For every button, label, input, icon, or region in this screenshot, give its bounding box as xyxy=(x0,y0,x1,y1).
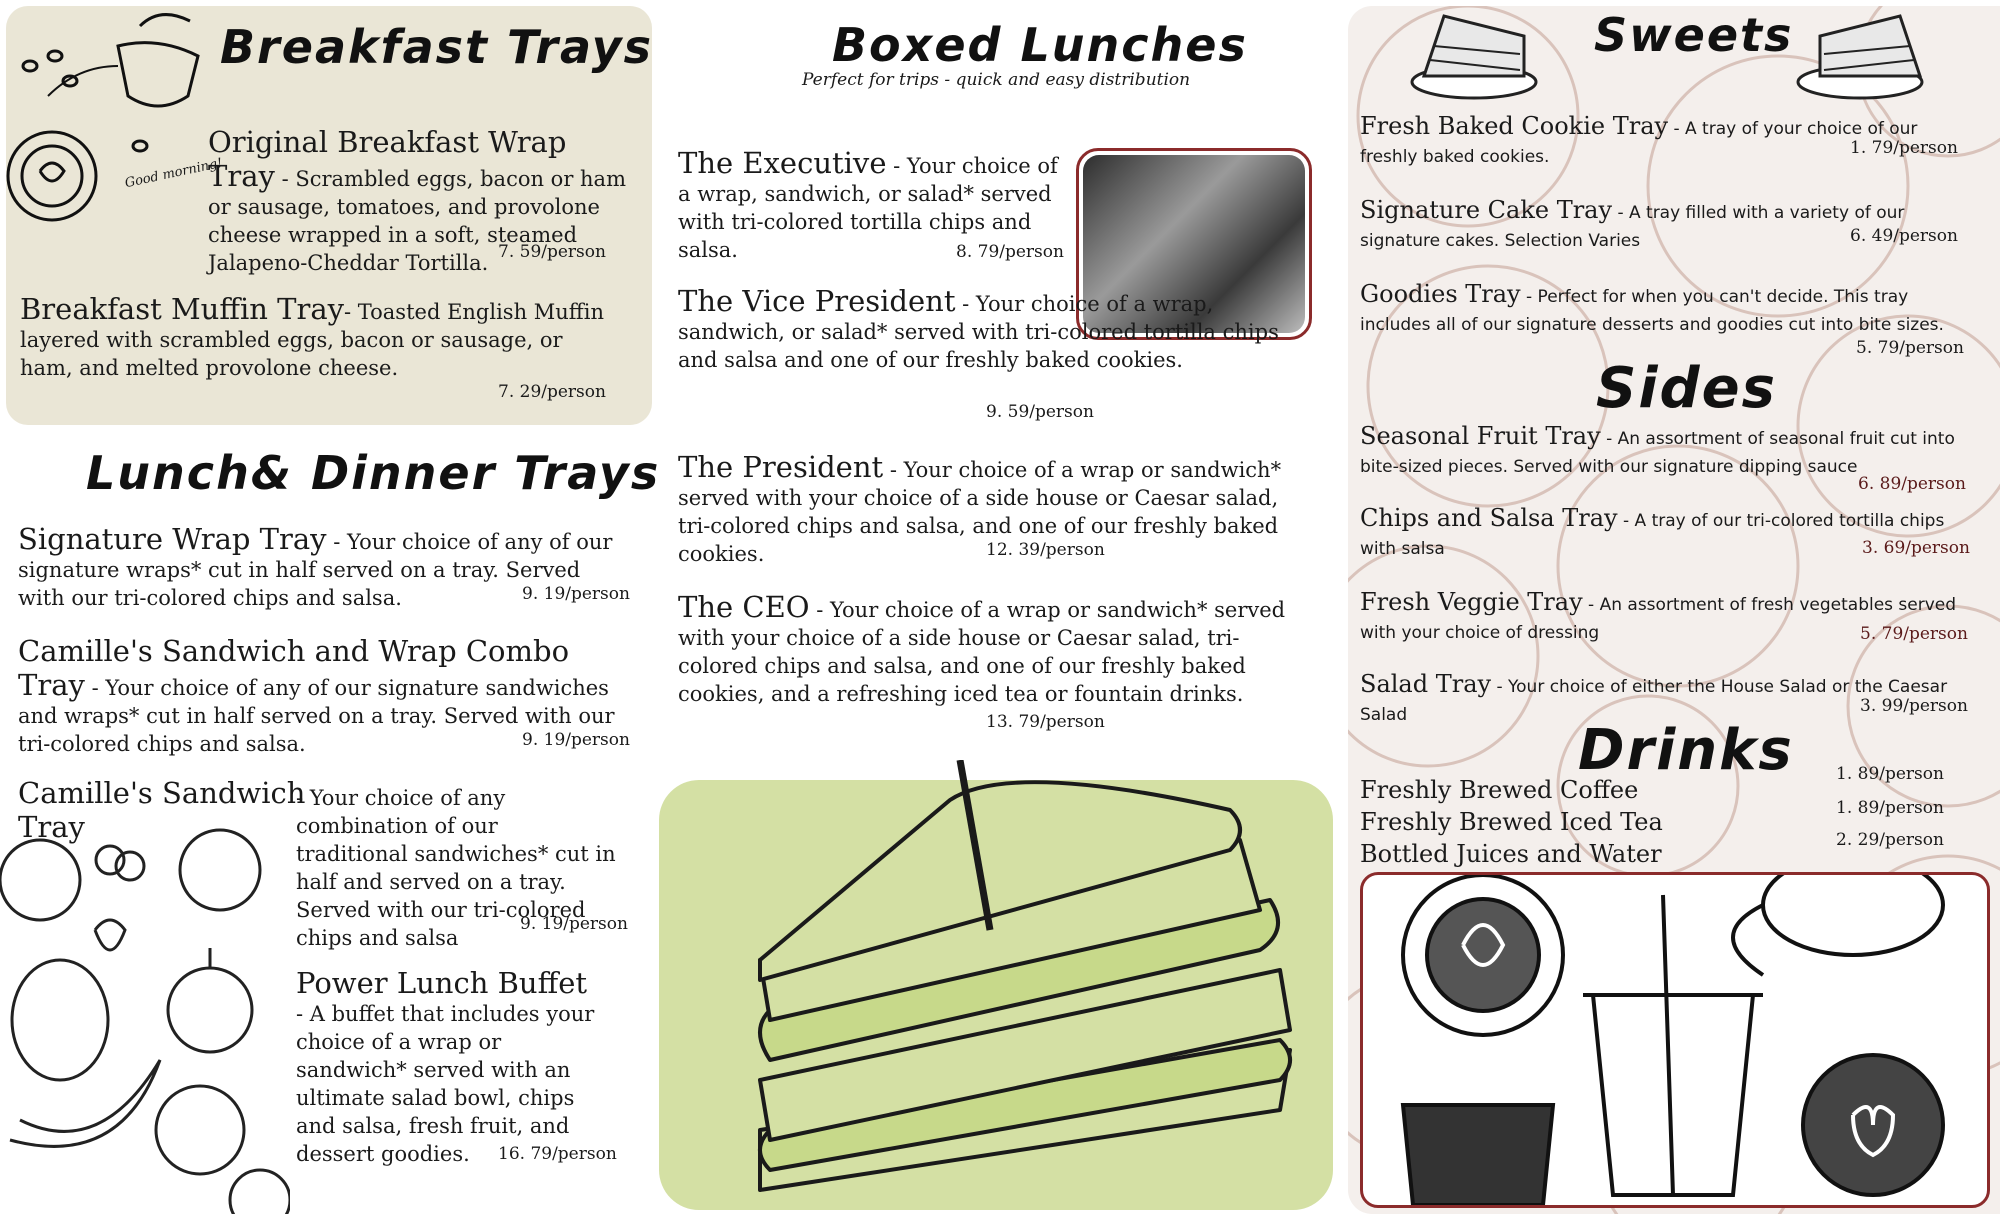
item-title: Goodies Tray xyxy=(1360,280,1521,308)
item-desc: - Your choice of a wrap or sandwich* served with your choice of a side house or Caesar salad, tri-colored chips and salsa, and one of our freshly baked cookies. xyxy=(678,458,1282,566)
item-price: 8. 79/person xyxy=(956,242,1064,262)
item-price: 3. 99/person xyxy=(1860,696,1968,716)
item-price: 9. 19/person xyxy=(520,914,628,934)
item-desc: - An assortment of fresh vegetables served with your choice of dressing xyxy=(1360,595,1957,643)
item-desc: - A tray of our tri-colored tortilla chips with salsa xyxy=(1360,511,1945,559)
item-title: Fresh Veggie Tray xyxy=(1360,588,1583,616)
item-desc: - Your choice of either the House Salad or the Caesar Salad xyxy=(1360,677,1948,725)
item-desc: - Your choice of a wrap, sandwich, or salad* served with tri-colored tortilla chips and salsa and one of our freshly baked cookies. xyxy=(678,292,1279,372)
item-price: 6. 49/person xyxy=(1850,226,1958,246)
item-desc: - Your choice of a wrap, sandwich, or salad* served with tri-colored tortilla chips and salsa. xyxy=(678,154,1058,262)
item-price: 9. 59/person xyxy=(986,402,1094,422)
item-title: Fresh Baked Cookie Tray xyxy=(1360,112,1669,140)
good-morning-script: Good morning! xyxy=(123,155,224,192)
item-title: Original Breakfast Wrap Tray xyxy=(208,125,567,193)
item-price: 6. 89/person xyxy=(1858,474,1966,494)
cake-slice-icon xyxy=(1790,0,1930,104)
item-title: Signature Wrap Tray xyxy=(18,522,327,556)
sweets-heading: Sweets xyxy=(1594,8,1794,62)
cake-slice-icon xyxy=(1404,0,1544,104)
item-price: 9. 19/person xyxy=(522,584,630,604)
item-desc: - Your choice of any of our signature wraps* cut in half served on a tray. Served with our tri-colored chips and salsa. xyxy=(18,530,613,610)
item-title: Breakfast Muffin Tray xyxy=(20,292,344,326)
item-desc: - Toasted English Muffin layered with scrambled eggs, bacon or sausage, or ham, and melted provolone cheese. xyxy=(20,300,604,380)
sandwich-illustration xyxy=(740,760,1340,1214)
drinks-illustration xyxy=(1363,875,1987,1205)
item-price: 5. 79/person xyxy=(1856,338,1964,358)
item-title: Seasonal Fruit Tray xyxy=(1360,422,1601,450)
item-title: The CEO xyxy=(678,590,810,624)
menu-item xyxy=(678,284,1288,374)
drinks-illustration-frame xyxy=(1360,872,1990,1208)
item-price: 13. 79/person xyxy=(986,712,1105,732)
kettle-icon xyxy=(118,15,198,106)
item-desc: - A tray of your choice of our freshly baked cookies. xyxy=(1360,119,1918,167)
item-price: 3. 69/person xyxy=(1862,538,1970,558)
item-price: 1. 89/person xyxy=(1836,798,1944,818)
item-desc: - Perfect for when you can't decide. This tray includes all of our signature desserts and goodies cut into bite sizes. xyxy=(1360,287,1944,335)
item-price: 2. 29/person xyxy=(1836,830,1944,850)
item-price: 7. 29/person xyxy=(498,382,606,402)
sides-heading: Sides xyxy=(1596,356,1777,421)
menu-item xyxy=(1360,422,1970,481)
item-price: 12. 39/person xyxy=(986,540,1105,560)
lunch-dinner-heading: Lunch& Dinner Trays xyxy=(86,446,661,500)
drinks-heading: Drinks xyxy=(1578,718,1794,783)
item-title: Salad Tray xyxy=(1360,670,1492,698)
drink-item: Freshly Brewed Coffee xyxy=(1360,776,1639,804)
item-desc: - A buffet that includes your choice of a wrap or sandwich* served with an ultimate salad bowl, chips and salsa, fresh fruit, and dessert goodies. xyxy=(296,1002,595,1166)
menu-item xyxy=(20,292,620,382)
item-title: The Executive xyxy=(678,146,887,180)
drink-item: Bottled Juices and Water xyxy=(1360,840,1662,868)
item-title: Signature Cake Tray xyxy=(1360,196,1613,224)
item-title: Camille's Sandwich and Wrap Combo Tray xyxy=(18,634,570,702)
breakfast-heading: Breakfast Trays xyxy=(220,20,654,74)
menu-item xyxy=(1360,280,1960,339)
item-title: Chips and Salsa Tray xyxy=(1360,504,1618,532)
item-desc: - An assortment of seasonal fruit cut into bite-sized pieces. Served with our signature dipping sauce xyxy=(1360,429,1955,477)
drink-item: Freshly Brewed Iced Tea xyxy=(1360,808,1663,836)
item-title: Camille's Sandwich Tray xyxy=(18,776,306,844)
fruit-sketch-icon xyxy=(0,820,290,1214)
item-desc: - Your choice of any of our signature sandwiches and wraps* cut in half served on a tray. Served with our tri-colored chips and salsa. xyxy=(18,676,615,756)
menu-item xyxy=(296,966,616,1168)
item-price: 7. 59/person xyxy=(498,242,606,262)
coffee-bean-icon xyxy=(23,61,37,71)
menu-item xyxy=(678,590,1298,708)
item-desc: - A tray filled with a variety of our signature cakes. Selection Varies xyxy=(1360,203,1905,251)
item-desc: - Your choice of any combination of our traditional sandwiches* cut in half and served on a tray. Served with our tri-colored chips and salsa xyxy=(296,786,616,950)
item-title: Power Lunch Buffet xyxy=(296,966,588,1000)
item-price: 9. 19/person xyxy=(522,730,630,750)
item-title: The Vice President xyxy=(678,284,956,318)
item-price: 1. 89/person xyxy=(1836,764,1944,784)
item-price: 16. 79/person xyxy=(498,1144,617,1164)
item-price: 1. 79/person xyxy=(1850,138,1958,158)
item-desc: - Scrambled eggs, bacon or ham or sausage, tomatoes, and provolone cheese wrapped in a soft, steamed Jalapeno-Cheddar Tortilla. xyxy=(208,167,626,275)
item-desc: - Your choice of a wrap or sandwich* served with your choice of a side house or Caesar salad, tri-colored chips and salsa, and one of our freshly baked cookies, and a refreshing iced tea or fountain drinks. xyxy=(678,598,1286,706)
boxed-lunches-heading: Boxed Lunches xyxy=(832,18,1248,72)
boxed-subtitle: Perfect for trips - quick and easy distribution xyxy=(802,70,1191,90)
item-price: 5. 79/person xyxy=(1860,624,1968,644)
item-title: The President xyxy=(678,450,884,484)
coffee-sketch xyxy=(0,6,210,246)
